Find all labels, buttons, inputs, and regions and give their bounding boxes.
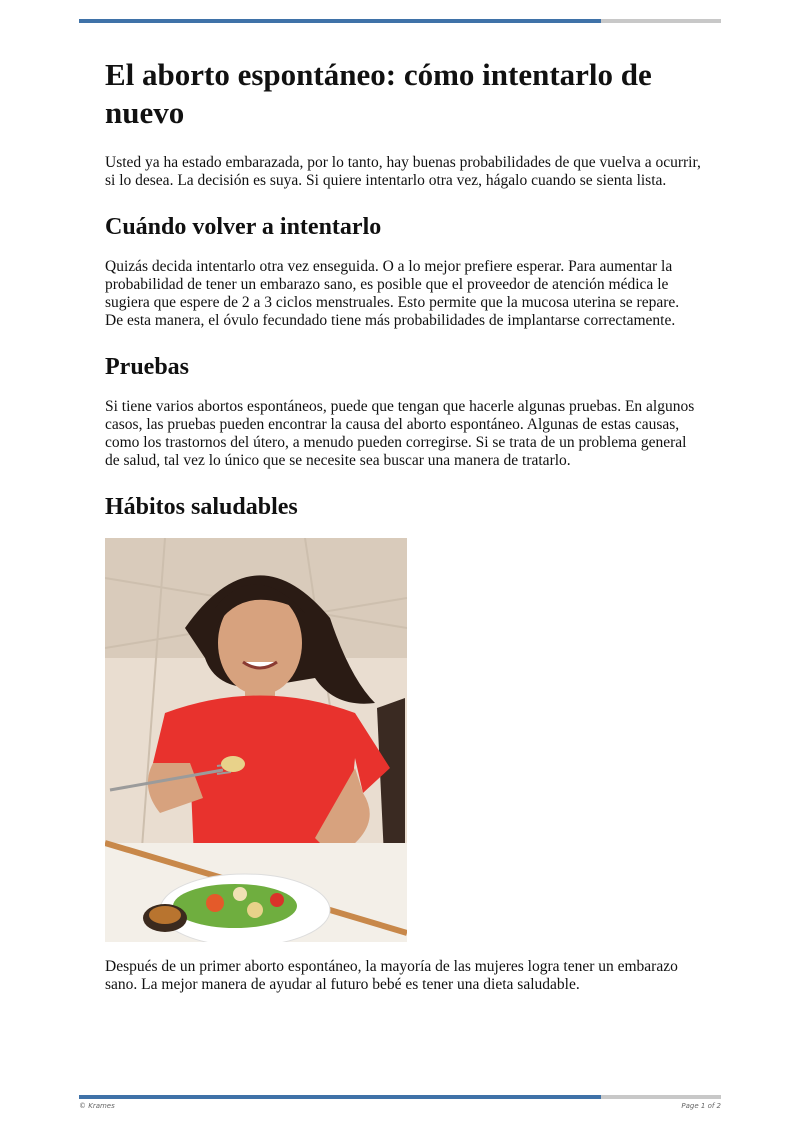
- bottom-rule-accent: [79, 1095, 601, 1099]
- section-heading-habits: Hábitos saludables: [105, 494, 298, 520]
- document-body: [105, 56, 701, 1016]
- intro-paragraph: Usted ya ha estado embarazada, por lo tanto, hay buenas probabilidades de que vuelva a ocurrir, si lo desea. La decisión es suya. Si quiere intentarlo otra vez, hágalo cuando se sienta lista.: [105, 154, 701, 189]
- section-heading-tests: Pruebas: [105, 354, 189, 380]
- page-title: El aborto espontáneo: cómo intentarlo de nuevo: [105, 57, 652, 130]
- top-rule: [79, 19, 721, 23]
- bottom-rule: [79, 1095, 721, 1099]
- section-heading-when: Cuándo volver a intentarlo: [105, 214, 382, 240]
- section-body-tests: Si tiene varios abortos espontáneos, puede que tengan que hacerle algunas pruebas. En algunos casos, las pruebas pueden encontrar la causa del aborto espontáneo. Algunas de estas causas, como los trastornos del útero, a menudo pueden corregirse. Si se trata de un problema general de salud, tal vez lo único que se necesite sea buscar una manera de tratarlo.: [105, 398, 695, 469]
- page-number: Page 1 of 2: [681, 1102, 721, 1110]
- section-body-habits: Después de un primer aborto espontáneo, la mayoría de las mujeres logra tener un embarazo sano. La mejor manera de ayudar al futuro bebé es tener una dieta saludable.: [105, 958, 678, 993]
- woman-eating-salad-photo: [105, 538, 407, 942]
- top-rule-accent: [79, 19, 601, 23]
- section-body-when: Quizás decida intentarlo otra vez enseguida. O a lo mejor prefiere esperar. Para aumentar la probabilidad de tener un embarazo sano, es posible que el proveedor de atención médica le sugiera que espere de 2 a 3 ciclos menstruales. Esto permite que la mucosa uterina se repare. De esta manera, el óvulo fecundado tiene más probabilidades de implantarse correctamente.: [105, 258, 680, 329]
- copyright-text: © Krames: [79, 1102, 115, 1110]
